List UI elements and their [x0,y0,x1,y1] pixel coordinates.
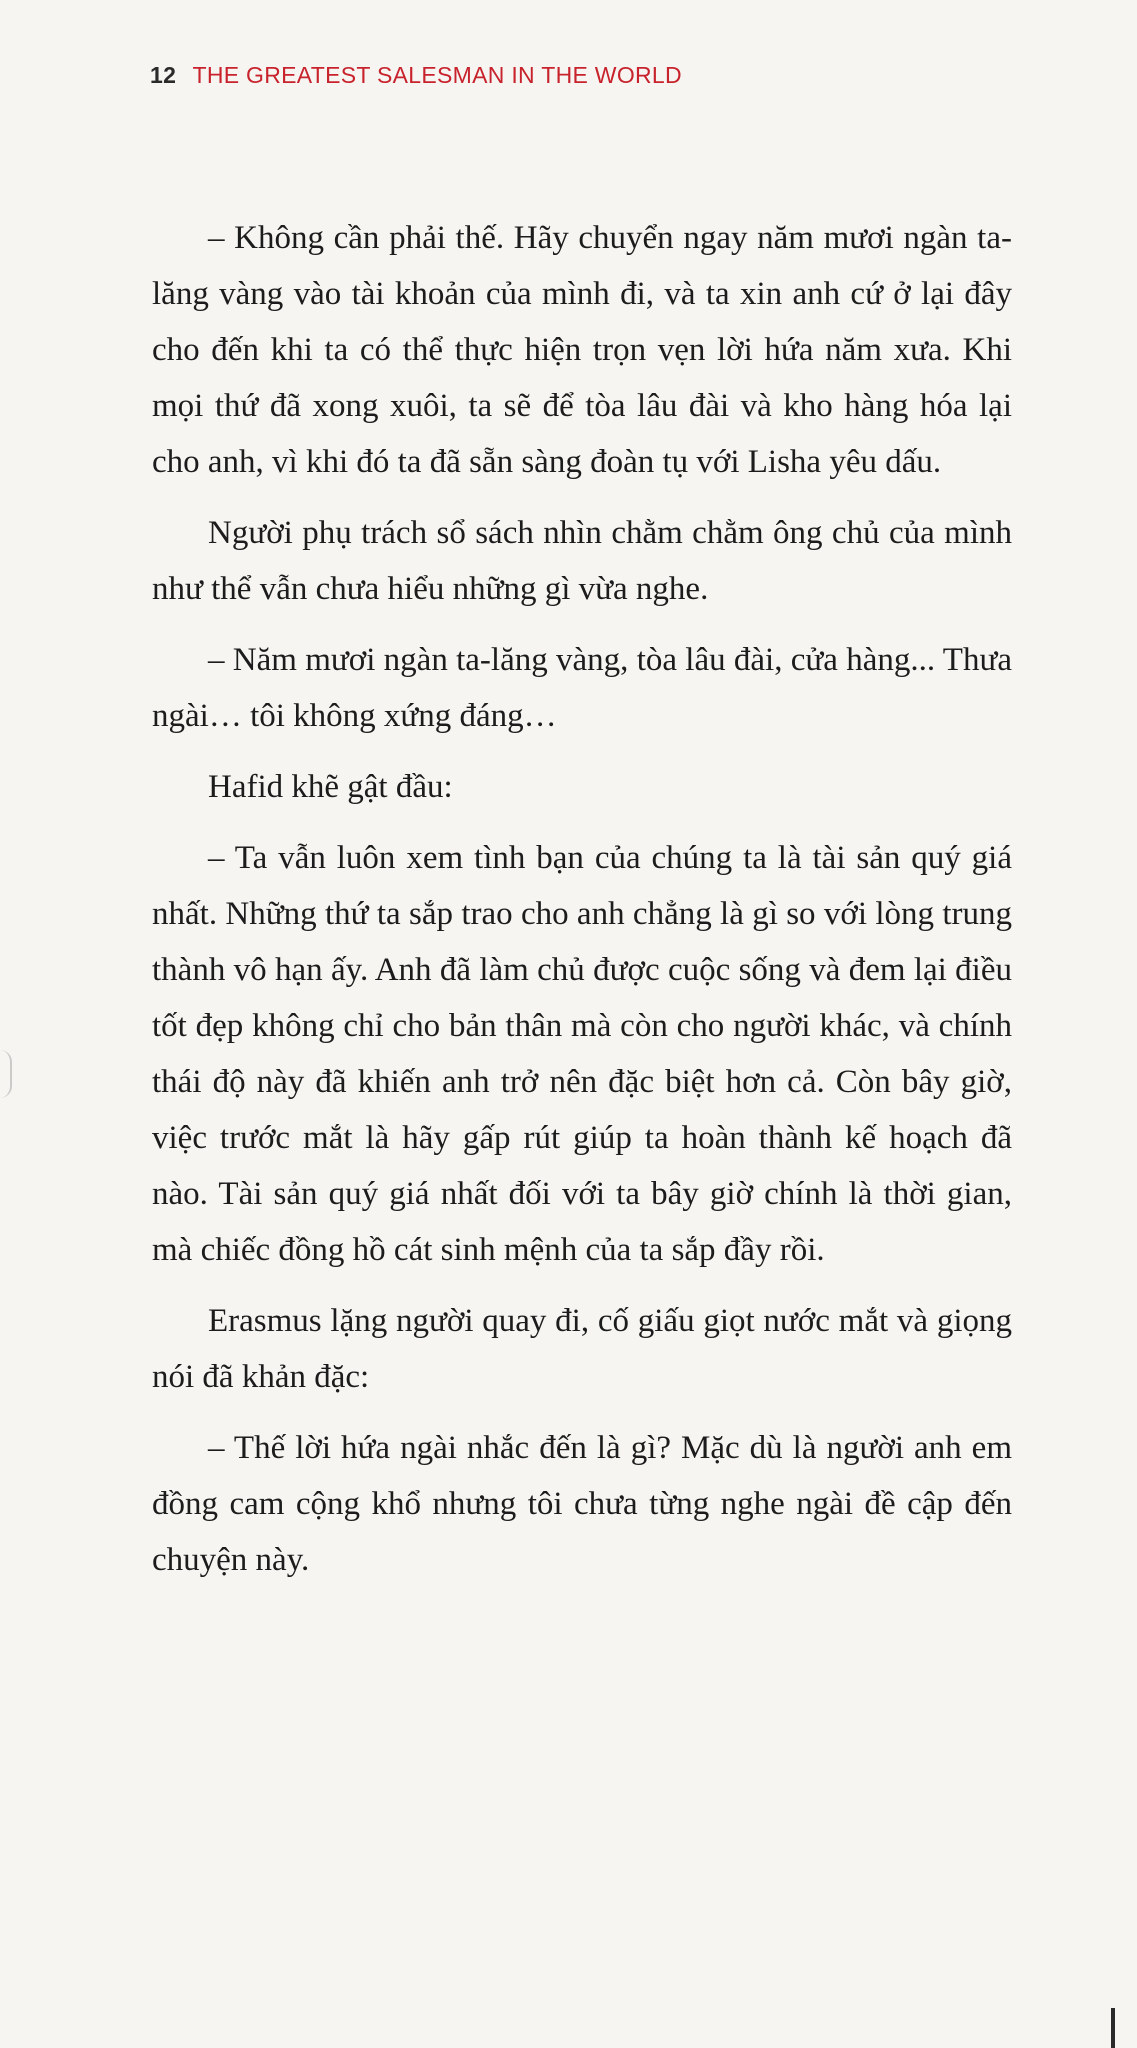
paragraph-6: Erasmus lặng người quay đi, cố giấu giọt nước mắt và giọng nói đã khản đặc: [152,1303,1012,1395]
paragraph-3: – Năm mươi ngàn ta-lăng vàng, tòa lâu đài, cửa hàng... Thưa ngài… tôi không xứng đáng… [152,642,1012,734]
page-edge-mark [0,1050,12,1098]
page-number: 12 [150,62,177,88]
running-header [150,62,682,89]
paragraph-4: Hafid khẽ gật đầu: [208,769,453,805]
book-title: THE GREATEST SALESMAN IN THE WORLD [192,62,682,88]
paragraph-5: – Ta vẫn luôn xem tình bạn của chúng ta là tài sản quý giá nhất. Những thứ ta sắp trao cho anh chẳng là gì so với lòng trung thành vô hạn ấy. Anh đã làm chủ được cuộc sống và đem lại điều tốt đẹp không chỉ cho bản thân mà còn cho người khác, và chính thái độ này đã khiến anh trở nên đặc biệt hơn cả. Còn bây giờ, việc trước mắt là hãy gấp rút giúp ta hoàn thành kế hoạch đã nào. Tài sản quý giá nhất đối với ta bây giờ chính là thời gian, mà chiếc đồng hồ cát sinh mệnh của ta sắp đầy rồi. [152,840,1012,1268]
page-body [152,210,1012,1603]
paragraph-7: – Thế lời hứa ngài nhắc đến là gì? Mặc dù là người anh em đồng cam cộng khổ nhưng tôi chưa từng nghe ngài đề cập đến chuyện này. [152,1430,1012,1578]
paragraph-2: Người phụ trách sổ sách nhìn chằm chằm ông chủ của mình như thể vẫn chưa hiểu những gì vừa nghe. [152,515,1012,607]
paragraph-1: – Không cần phải thế. Hãy chuyển ngay năm mươi ngàn ta-lăng vàng vào tài khoản của mình đi, và ta xin anh cứ ở lại đây cho đến khi ta có thể thực hiện trọn vẹn lời hứa năm xưa. Khi mọi thứ đã xong xuôi, ta sẽ để tòa lâu đài và kho hàng hóa lại cho anh, vì khi đó ta đã sẵn sàng đoàn tụ với Lisha yêu dấu. [152,220,1012,480]
page-corner-mark [1111,2008,1115,2048]
